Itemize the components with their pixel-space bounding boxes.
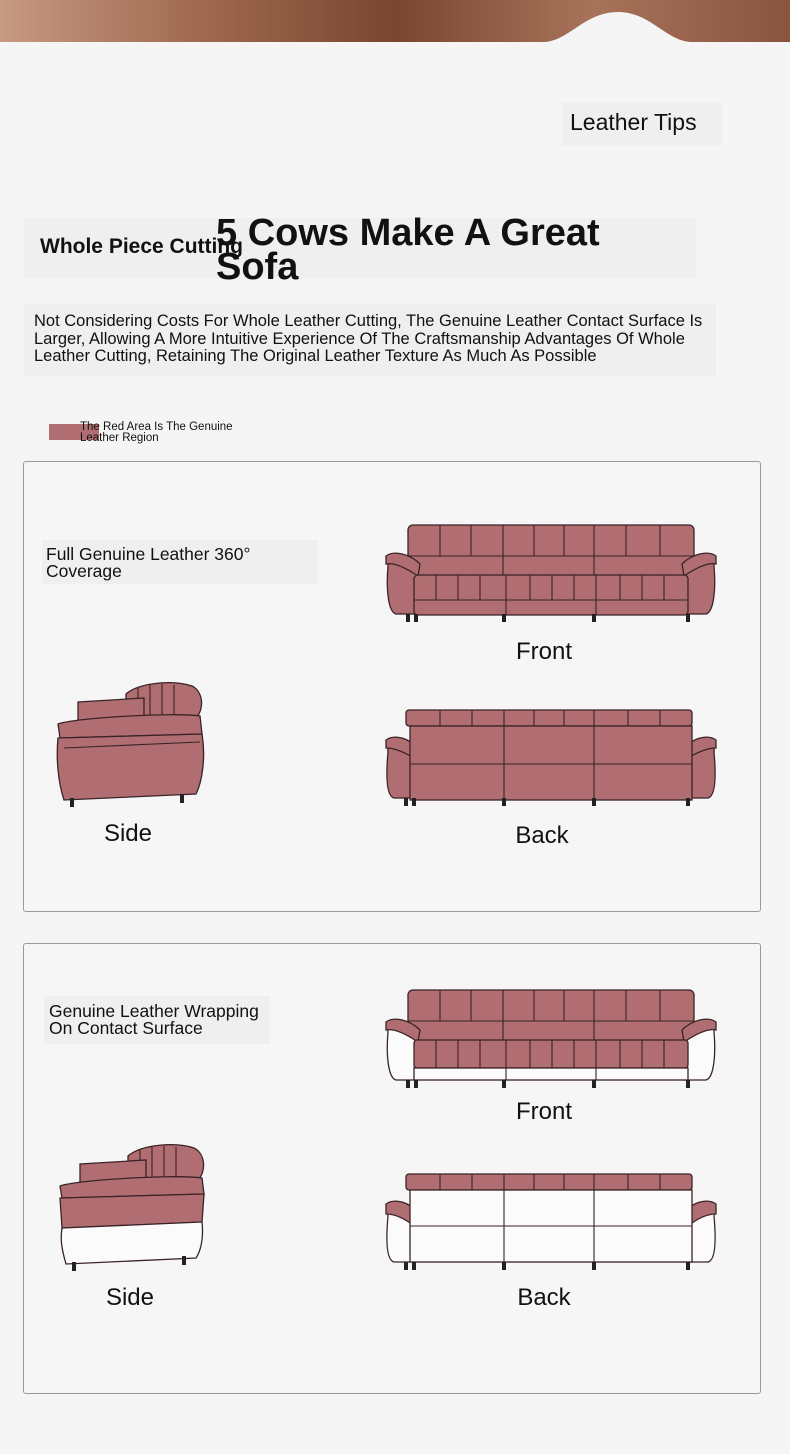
front-label: Front <box>515 638 572 665</box>
sofa-side-diagram <box>56 1144 208 1272</box>
sofa-front-diagram <box>384 986 718 1092</box>
hero-leather-image <box>0 0 790 60</box>
sofa-side-diagram <box>54 682 206 810</box>
panel-full-coverage <box>23 461 761 912</box>
side-label: Side <box>103 820 153 847</box>
side-label: Side <box>105 1284 155 1311</box>
legend-text: The Red Area Is The Genuine Leather Region <box>80 421 233 444</box>
sofa-back-diagram <box>384 1170 718 1274</box>
page-title: 5 Cows Make A Great Sofa <box>216 212 600 288</box>
section-tag: Leather Tips <box>562 102 722 146</box>
kicker-text: Whole Piece Cutting <box>40 235 244 258</box>
panel-title: Genuine Leather Wrapping On Contact Surface <box>49 1001 259 1038</box>
panel-title: Full Genuine Leather 360° Coverage <box>46 544 251 581</box>
front-label: Front <box>515 1098 572 1125</box>
sofa-front-diagram <box>384 518 718 628</box>
sofa-back-diagram <box>384 706 718 810</box>
description: Not Considering Costs For Whole Leather Cutting, The Genuine Leather Contact Surface Is Larger, Allowing A More Intuitive Experience Of The Craftsmanship Advantages Of Whole Leather Cutting, Retaining The Original Leather Texture As Much As Possible <box>34 312 703 366</box>
back-label: Back <box>515 822 569 849</box>
back-label: Back <box>517 1284 571 1311</box>
panel-contact-surface <box>23 943 761 1394</box>
